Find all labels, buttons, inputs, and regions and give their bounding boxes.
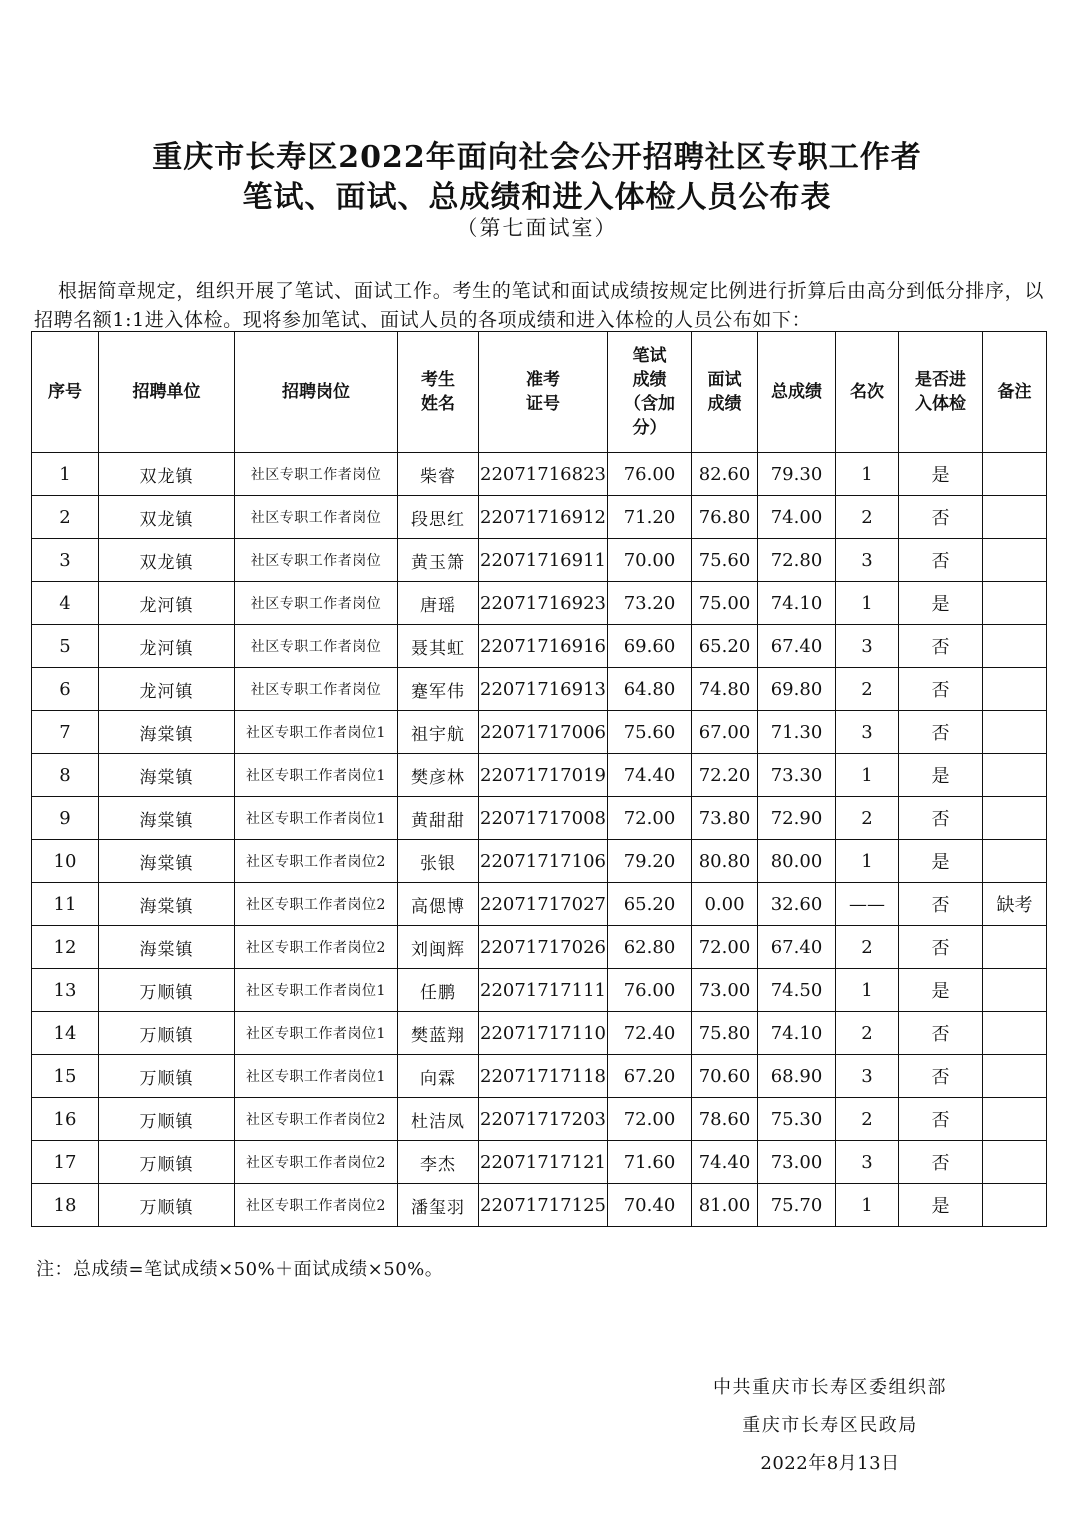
header-col-rank: 名次	[836, 332, 899, 453]
cell-interview: 73.00	[692, 969, 758, 1012]
cell-written: 70.00	[608, 539, 692, 582]
signature-org-1: 中共重庆市长寿区委组织部	[713, 1377, 947, 1398]
cell-physical: 否	[899, 539, 983, 582]
cell-total: 73.00	[758, 1141, 836, 1184]
cell-name: 高偲博	[398, 883, 479, 926]
cell-total: 32.60	[758, 883, 836, 926]
cell-total: 73.30	[758, 754, 836, 797]
cell-interview: 80.80	[692, 840, 758, 883]
cell-interview: 81.00	[692, 1184, 758, 1227]
cell-rank: ——	[836, 883, 899, 926]
table-row	[32, 668, 1047, 711]
table-row	[32, 496, 1047, 539]
cell-interview: 75.00	[692, 582, 758, 625]
cell-unit: 海棠镇	[99, 754, 235, 797]
cell-total: 74.10	[758, 1012, 836, 1055]
cell-exam-id: 22071717026	[479, 926, 608, 969]
cell-physical: 是	[899, 754, 983, 797]
cell-physical: 否	[899, 625, 983, 668]
cell-index: 4	[32, 582, 99, 625]
cell-rank: 2	[836, 1098, 899, 1141]
cell-rank: 3	[836, 711, 899, 754]
cell-remark	[983, 926, 1047, 969]
cell-position: 社区专职工作者岗位	[235, 582, 398, 625]
cell-interview: 0.00	[692, 883, 758, 926]
cell-exam-id: 22071717110	[479, 1012, 608, 1055]
cell-exam-id: 22071716923	[479, 582, 608, 625]
cell-name: 柴睿	[398, 453, 479, 496]
cell-unit: 海棠镇	[99, 797, 235, 840]
cell-unit: 海棠镇	[99, 883, 235, 926]
cell-rank: 1	[836, 840, 899, 883]
cell-index: 16	[32, 1098, 99, 1141]
cell-physical: 是	[899, 453, 983, 496]
cell-remark	[983, 668, 1047, 711]
cell-index: 5	[32, 625, 99, 668]
cell-position: 社区专职工作者岗位1	[235, 711, 398, 754]
cell-name: 李杰	[398, 1141, 479, 1184]
cell-rank: 3	[836, 539, 899, 582]
cell-rank: 2	[836, 1012, 899, 1055]
cell-position: 社区专职工作者岗位	[235, 539, 398, 582]
cell-position: 社区专职工作者岗位1	[235, 797, 398, 840]
cell-position: 社区专职工作者岗位1	[235, 1012, 398, 1055]
cell-physical: 否	[899, 496, 983, 539]
cell-physical: 否	[899, 711, 983, 754]
cell-position: 社区专职工作者岗位2	[235, 1141, 398, 1184]
cell-physical: 否	[899, 1012, 983, 1055]
table-row	[32, 1141, 1047, 1184]
cell-rank: 3	[836, 625, 899, 668]
cell-position: 社区专职工作者岗位2	[235, 1184, 398, 1227]
cell-physical: 否	[899, 1055, 983, 1098]
cell-interview: 67.00	[692, 711, 758, 754]
cell-exam-id: 22071717121	[479, 1141, 608, 1184]
cell-name: 杜洁凤	[398, 1098, 479, 1141]
cell-index: 10	[32, 840, 99, 883]
cell-unit: 龙河镇	[99, 668, 235, 711]
cell-written: 64.80	[608, 668, 692, 711]
cell-total: 74.50	[758, 969, 836, 1012]
cell-interview: 70.60	[692, 1055, 758, 1098]
cell-interview: 65.20	[692, 625, 758, 668]
cell-position: 社区专职工作者岗位2	[235, 840, 398, 883]
cell-rank: 3	[836, 1141, 899, 1184]
table-body	[32, 453, 1047, 1227]
cell-total: 67.40	[758, 625, 836, 668]
cell-name: 聂其虹	[398, 625, 479, 668]
cell-written: 71.60	[608, 1141, 692, 1184]
cell-written: 75.60	[608, 711, 692, 754]
cell-rank: 2	[836, 926, 899, 969]
cell-name: 段思红	[398, 496, 479, 539]
cell-interview: 73.80	[692, 797, 758, 840]
cell-index: 12	[32, 926, 99, 969]
cell-physical: 否	[899, 668, 983, 711]
cell-interview: 72.00	[692, 926, 758, 969]
cell-position: 社区专职工作者岗位	[235, 625, 398, 668]
cell-index: 11	[32, 883, 99, 926]
cell-written: 72.00	[608, 1098, 692, 1141]
cell-exam-id: 22071716912	[479, 496, 608, 539]
cell-rank: 2	[836, 797, 899, 840]
cell-position: 社区专职工作者岗位	[235, 496, 398, 539]
cell-name: 张银	[398, 840, 479, 883]
table-header	[32, 332, 1047, 453]
results-table	[31, 331, 1047, 1227]
table-row	[32, 625, 1047, 668]
cell-written: 70.40	[608, 1184, 692, 1227]
cell-name: 黄玉箫	[398, 539, 479, 582]
cell-position: 社区专职工作者岗位1	[235, 754, 398, 797]
cell-unit: 万顺镇	[99, 1184, 235, 1227]
cell-name: 刘闽辉	[398, 926, 479, 969]
cell-written: 72.40	[608, 1012, 692, 1055]
cell-exam-id: 22071716911	[479, 539, 608, 582]
cell-total: 80.00	[758, 840, 836, 883]
page-title-line1: 重庆市长寿区2022年面向社会公开招聘社区专职工作者	[152, 140, 922, 175]
cell-total: 74.10	[758, 582, 836, 625]
cell-remark	[983, 1055, 1047, 1098]
table-row	[32, 1098, 1047, 1141]
header-col-exam-id: 准考 证号	[479, 332, 608, 453]
cell-unit: 海棠镇	[99, 840, 235, 883]
table-row	[32, 1184, 1047, 1227]
cell-written: 74.40	[608, 754, 692, 797]
cell-exam-id: 22071716913	[479, 668, 608, 711]
cell-physical: 是	[899, 840, 983, 883]
signature-date: 2022年8月13日	[760, 1453, 900, 1474]
cell-name: 蹇军伟	[398, 668, 479, 711]
cell-exam-id: 22071717125	[479, 1184, 608, 1227]
cell-exam-id: 22071716823	[479, 453, 608, 496]
cell-written: 69.60	[608, 625, 692, 668]
cell-written: 79.20	[608, 840, 692, 883]
cell-index: 1	[32, 453, 99, 496]
cell-remark	[983, 969, 1047, 1012]
cell-interview: 74.80	[692, 668, 758, 711]
cell-index: 2	[32, 496, 99, 539]
cell-exam-id: 22071717111	[479, 969, 608, 1012]
cell-remark	[983, 797, 1047, 840]
cell-written: 67.20	[608, 1055, 692, 1098]
cell-physical: 是	[899, 582, 983, 625]
table-row	[32, 711, 1047, 754]
cell-unit: 海棠镇	[99, 711, 235, 754]
cell-index: 13	[32, 969, 99, 1012]
cell-position: 社区专职工作者岗位2	[235, 1098, 398, 1141]
table-row	[32, 883, 1047, 926]
cell-total: 69.80	[758, 668, 836, 711]
footnote: 注：总成绩=笔试成绩×50%＋面试成绩×50%。	[36, 1259, 444, 1280]
cell-total: 67.40	[758, 926, 836, 969]
cell-unit: 万顺镇	[99, 1055, 235, 1098]
cell-total: 79.30	[758, 453, 836, 496]
cell-index: 7	[32, 711, 99, 754]
cell-physical: 是	[899, 1184, 983, 1227]
cell-index: 15	[32, 1055, 99, 1098]
cell-remark	[983, 582, 1047, 625]
cell-remark	[983, 1012, 1047, 1055]
cell-position: 社区专职工作者岗位1	[235, 1055, 398, 1098]
cell-physical: 否	[899, 883, 983, 926]
header-col-physical: 是否进 入体检	[899, 332, 983, 453]
cell-exam-id: 22071717118	[479, 1055, 608, 1098]
cell-index: 18	[32, 1184, 99, 1227]
table-row	[32, 840, 1047, 883]
cell-unit: 万顺镇	[99, 1141, 235, 1184]
cell-rank: 1	[836, 754, 899, 797]
cell-remark	[983, 1098, 1047, 1141]
table-row	[32, 1055, 1047, 1098]
cell-written: 65.20	[608, 883, 692, 926]
cell-interview: 78.60	[692, 1098, 758, 1141]
table-row	[32, 754, 1047, 797]
cell-physical: 否	[899, 1098, 983, 1141]
cell-remark	[983, 1141, 1047, 1184]
cell-index: 17	[32, 1141, 99, 1184]
table-row	[32, 453, 1047, 496]
cell-index: 14	[32, 1012, 99, 1055]
header-col-position: 招聘岗位	[235, 332, 398, 453]
cell-physical: 否	[899, 926, 983, 969]
cell-name: 向霖	[398, 1055, 479, 1098]
cell-index: 6	[32, 668, 99, 711]
cell-interview: 72.20	[692, 754, 758, 797]
cell-unit: 龙河镇	[99, 582, 235, 625]
header-col-name: 考生 姓名	[398, 332, 479, 453]
table-row	[32, 926, 1047, 969]
cell-rank: 3	[836, 1055, 899, 1098]
header-col-written: 笔试 成绩 （含加 分）	[608, 332, 692, 453]
cell-exam-id: 22071717106	[479, 840, 608, 883]
cell-unit: 万顺镇	[99, 969, 235, 1012]
cell-exam-id: 22071717006	[479, 711, 608, 754]
cell-remark	[983, 754, 1047, 797]
header-col-unit: 招聘单位	[99, 332, 235, 453]
cell-written: 71.20	[608, 496, 692, 539]
cell-interview: 74.40	[692, 1141, 758, 1184]
cell-written: 72.00	[608, 797, 692, 840]
header-col-index: 序号	[32, 332, 99, 453]
cell-unit: 龙河镇	[99, 625, 235, 668]
cell-written: 73.20	[608, 582, 692, 625]
cell-rank: 1	[836, 1184, 899, 1227]
cell-rank: 2	[836, 496, 899, 539]
cell-position: 社区专职工作者岗位	[235, 668, 398, 711]
cell-rank: 1	[836, 582, 899, 625]
cell-name: 樊彦林	[398, 754, 479, 797]
cell-remark	[983, 840, 1047, 883]
cell-remark	[983, 453, 1047, 496]
signature-org-2: 重庆市长寿区民政局	[742, 1415, 918, 1436]
cell-written: 62.80	[608, 926, 692, 969]
cell-name: 黄甜甜	[398, 797, 479, 840]
header-col-total: 总成绩	[758, 332, 836, 453]
table-row	[32, 1012, 1047, 1055]
cell-rank: 1	[836, 453, 899, 496]
cell-rank: 1	[836, 969, 899, 1012]
cell-total: 74.00	[758, 496, 836, 539]
cell-position: 社区专职工作者岗位	[235, 453, 398, 496]
cell-exam-id: 22071717203	[479, 1098, 608, 1141]
cell-exam-id: 22071716916	[479, 625, 608, 668]
cell-written: 76.00	[608, 969, 692, 1012]
cell-physical: 否	[899, 1141, 983, 1184]
cell-interview: 75.60	[692, 539, 758, 582]
cell-remark	[983, 539, 1047, 582]
cell-index: 3	[32, 539, 99, 582]
cell-physical: 是	[899, 969, 983, 1012]
table-row	[32, 539, 1047, 582]
cell-unit: 双龙镇	[99, 496, 235, 539]
header-col-remark: 备注	[983, 332, 1047, 453]
cell-unit: 双龙镇	[99, 539, 235, 582]
cell-total: 72.80	[758, 539, 836, 582]
header-col-interview: 面试 成绩	[692, 332, 758, 453]
cell-remark	[983, 496, 1047, 539]
page-subtitle: （第七面试室）	[456, 216, 618, 240]
cell-written: 76.00	[608, 453, 692, 496]
table-row	[32, 582, 1047, 625]
cell-exam-id: 22071717019	[479, 754, 608, 797]
table-row	[32, 797, 1047, 840]
page-title-line2: 笔试、面试、总成绩和进入体检人员公布表	[242, 180, 832, 215]
intro-paragraph: 根据简章规定，组织开展了笔试、面试工作。考生的笔试和面试成绩按规定比例进行折算后由高分到低分排序，以招聘名额1:1进入体检。现将参加笔试、面试人员的各项成绩和进入体检的人员公布如下：	[34, 280, 1044, 331]
cell-name: 唐瑶	[398, 582, 479, 625]
cell-interview: 75.80	[692, 1012, 758, 1055]
cell-unit: 双龙镇	[99, 453, 235, 496]
cell-total: 68.90	[758, 1055, 836, 1098]
cell-unit: 万顺镇	[99, 1098, 235, 1141]
cell-total: 75.30	[758, 1098, 836, 1141]
cell-interview: 82.60	[692, 453, 758, 496]
cell-name: 祖宇航	[398, 711, 479, 754]
cell-name: 樊蓝翔	[398, 1012, 479, 1055]
cell-name: 潘玺羽	[398, 1184, 479, 1227]
cell-index: 8	[32, 754, 99, 797]
cell-rank: 2	[836, 668, 899, 711]
cell-position: 社区专职工作者岗位2	[235, 926, 398, 969]
cell-exam-id: 22071717008	[479, 797, 608, 840]
cell-physical: 否	[899, 797, 983, 840]
cell-total: 72.90	[758, 797, 836, 840]
cell-unit: 海棠镇	[99, 926, 235, 969]
header-row	[32, 332, 1047, 453]
cell-total: 75.70	[758, 1184, 836, 1227]
cell-name: 任鹏	[398, 969, 479, 1012]
cell-remark	[983, 711, 1047, 754]
cell-position: 社区专职工作者岗位2	[235, 883, 398, 926]
cell-index: 9	[32, 797, 99, 840]
cell-remark	[983, 625, 1047, 668]
cell-remark: 缺考	[983, 883, 1047, 926]
cell-remark	[983, 1184, 1047, 1227]
table-row	[32, 969, 1047, 1012]
cell-interview: 76.80	[692, 496, 758, 539]
cell-exam-id: 22071717027	[479, 883, 608, 926]
cell-total: 71.30	[758, 711, 836, 754]
cell-position: 社区专职工作者岗位1	[235, 969, 398, 1012]
cell-unit: 万顺镇	[99, 1012, 235, 1055]
